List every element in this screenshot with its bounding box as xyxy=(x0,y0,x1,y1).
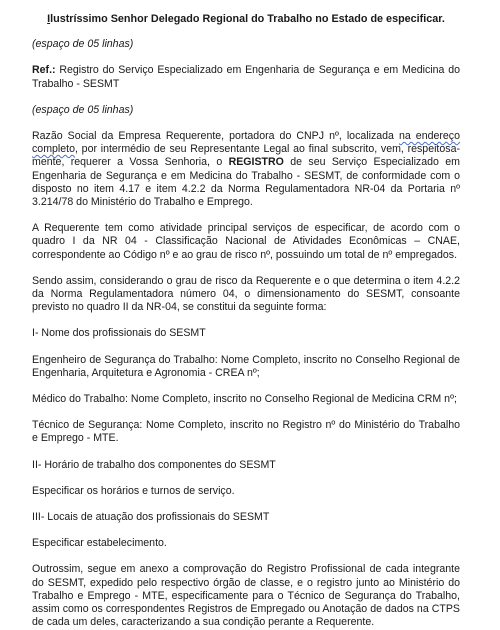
spacing-note: (espaço de 05 linhas) xyxy=(32,38,134,51)
address-placeholder-2: completo xyxy=(32,143,75,156)
doctor-entry: Médico do Trabalho: Nome Completo, inscrito no Conselho Regional de Medicina CRM nº; xyxy=(32,393,457,406)
reference-text: Registro do Serviço Especializado em Engenharia de Segurança e em Medicina do Trabalho - SESMT xyxy=(32,64,460,90)
request-paragraph xyxy=(32,130,460,209)
title-text: lustríssimo Senhor Delegado Regional do Trabalho no Estado de especificar. xyxy=(50,13,445,25)
document-title xyxy=(32,13,460,26)
title-first-letter: I xyxy=(47,13,51,25)
reference-line xyxy=(32,64,460,90)
section-heading-schedule: II- Horário de trabalho dos componentes do SESMT xyxy=(32,458,276,471)
reference-label: Ref.: xyxy=(32,64,56,77)
activity-paragraph: A Requerente tem como atividade principal serviços de especificar, de acordo com o quadro I da NR 04 - Classificação Nacional de Atividades Econômicas – CNAE, correspondente ao Código nº e ao grau de risco nº, possuindo um total de nº empregados. xyxy=(32,222,460,261)
closing-paragraph: Outrossim, segue em anexo a comprovação do Registro Profissional de cada integrante do SESMT, expedido pelo respectivo órgão de classe, e o registro junto ao Ministério do Trabalho e Emprego - MTE, especificamente para o Técnico de Segurança do Trabalho, assim como os correspondentes Registros de Empregado ou Anotação de dados na CTPS de cada um deles, caracterizando a sua condição perante a Requerente. xyxy=(32,563,460,629)
engineer-entry: Engenheiro de Segurança do Trabalho: Nome Completo, inscrito no Conselho Regional de Engenharia, Arquitetura e Agronomia - CREA nº; xyxy=(32,353,460,379)
request-text-1: Razão Social da Empresa Requerente, portadora do CNPJ nº, localizada xyxy=(32,130,399,143)
section-heading-locations: III- Locais de atuação dos profissionais do SESMT xyxy=(32,511,270,524)
registro-bold: REGISTRO xyxy=(228,156,284,169)
section-heading-professionals: I- Nome dos profissionais do SESMT xyxy=(32,327,206,340)
address-placeholder: na endereço xyxy=(398,130,460,143)
schedule-entry: Especificar os horários e turnos de serviço. xyxy=(32,484,235,497)
sizing-paragraph: Sendo assim, considerando o grau de risco da Requerente e o que determina o item 4.2.2 da Norma Regulamentadora número 04, o dimensionamento do SESMT, consoante previsto no quadro II da NR-04, se constitui da seguinte forma: xyxy=(32,274,460,314)
spacing-note: (espaço de 05 linhas) xyxy=(32,103,134,116)
request-text-3: de seu Serviço Especializado em Engenharia de Segurança e em Medicina do Trabalho - SESMT, de conformidade com o disposto no item 4.17 e item 4.2.2 da Norma Regulamentadora NR-04 da Portaria nº 3.214/78 do Ministério do Trabalho e Emprego. xyxy=(32,156,460,209)
location-entry: Especificar estabelecimento. xyxy=(32,537,167,550)
technician-entry: Técnico de Segurança: Nome Completo, inscrito no Registro nº do Ministério do Trabalho e Emprego - MTE. xyxy=(32,419,460,445)
request-text-2: , por intermédio de seu Representante Legal ao final subscrito, vem, respeitosa-mente, requerer a Vossa Senhoria, o xyxy=(32,143,460,169)
